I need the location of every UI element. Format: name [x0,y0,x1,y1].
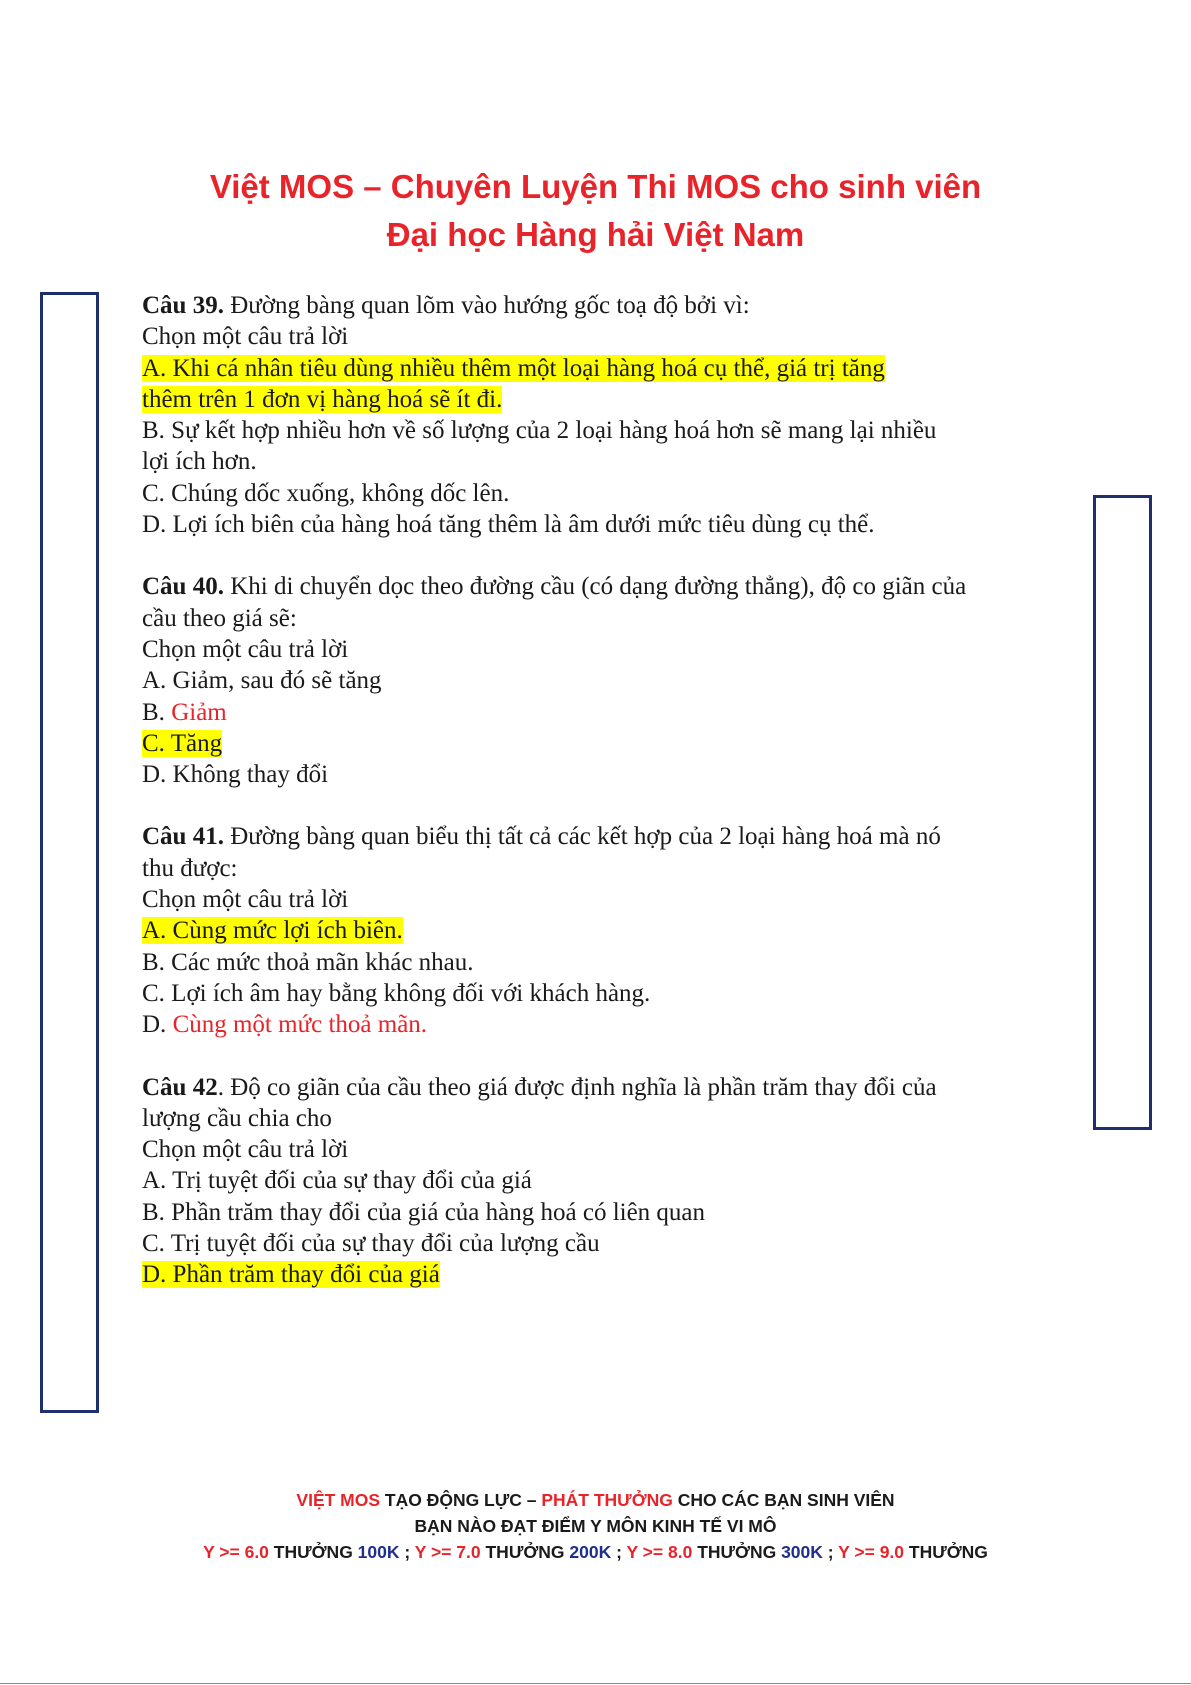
question-stem: Câu 39. Đường bàng quan lõm vào hướng gốc toạ độ bởi vì: [142,292,750,319]
option-b[interactable]: B. Sự kết hợp nhiều hơn về số lượng của 2 loại hàng hoá hơn sẽ mang lại nhiều [142,417,937,445]
answer-prompt: Chọn một câu trả lời [142,1136,349,1164]
option-a[interactable] [142,915,1062,946]
threshold: Y >= 9.0 [838,1542,905,1562]
answer-prompt: Chọn một câu trả lời [142,323,349,351]
option-d[interactable]: D. Cùng một mức thoả mãn. [142,1011,428,1039]
option-text-red: Giảm [171,698,227,726]
reward-label: PHÁT THƯỞNG [541,1490,673,1510]
question-stem: Câu 42. Độ co giãn của cầu theo giá được định nghĩa là phần trăm thay đổi của [142,1073,937,1101]
question-number: Câu 42 [142,1073,218,1101]
promo-footer [0,1487,1191,1565]
question-number: Câu 40. [142,573,224,601]
option-a-cont[interactable] [142,384,1062,415]
option-text-red: Cùng một mức thoả mãn. [172,1011,428,1039]
page-bottom-rule [0,1683,1191,1684]
option-text: A. Cùng mức lợi ích biên. [142,917,403,945]
question-40 [142,571,1062,790]
question-number: Câu 39. [142,292,224,319]
title-line-1: Việt MOS – Chuyên Luyện Thi MOS cho sinh viên [209,168,982,205]
threshold: Y >= 8.0 [626,1542,693,1562]
question-39 [142,290,1062,540]
question-stem: Câu 40. Khi di chuyển dọc theo đường cầu (có dạng đường thẳng), độ co giãn của [142,573,967,601]
questions-content [142,290,1062,1322]
footer-line-2: BẠN NÀO ĐẠT ĐIỂM Y MÔN KINH TẾ VI MÔ [414,1516,777,1536]
option-a[interactable] [142,353,1062,384]
title-line-2: Đại học Hàng hải Việt Nam [386,216,805,253]
question-stem-cont: cầu theo giá sẽ: [142,604,297,632]
option-c[interactable]: C. Lợi ích âm hay bằng không đối với khách hàng. [142,979,651,1007]
option-a[interactable]: A. Trị tuyệt đối của sự thay đổi của giá [142,1167,532,1195]
question-stem-cont: thu được: [142,854,238,882]
threshold: Y >= 7.0 [414,1542,481,1562]
answer-prompt: Chọn một câu trả lời [142,635,349,663]
option-text: C. Tăng [142,729,223,757]
right-decorative-frame [1093,495,1152,1130]
left-decorative-frame [40,292,99,1413]
option-c[interactable]: C. Trị tuyệt đối của sự thay đổi của lượng cầu [142,1230,600,1258]
question-41 [142,821,1062,1040]
option-a[interactable]: A. Giảm, sau đó sẽ tăng [142,667,382,695]
question-42 [142,1072,1062,1291]
option-d[interactable]: D. Không thay đổi [142,761,329,789]
option-d[interactable] [142,1259,1062,1290]
threshold: Y >= 6.0 [203,1542,269,1562]
amount: 100K [357,1542,400,1562]
answer-prompt: Chọn một câu trả lời [142,886,349,914]
document-title [0,163,1191,259]
option-b[interactable]: B. Giảm [142,698,227,726]
footer-line-1: VIỆT MOS TẠO ĐỘNG LỰC – PHÁT THƯỞNG CHO CÁC BẠN SINH VIÊN [296,1490,895,1510]
option-c[interactable] [142,728,1062,759]
option-text: D. Phần trăm thay đổi của giá [142,1261,440,1289]
question-stem: Câu 41. Đường bàng quan biểu thị tất cả các kết hợp của 2 loại hàng hoá mà nó [142,823,941,851]
option-d[interactable]: D. Lợi ích biên của hàng hoá tăng thêm là âm dưới mức tiêu dùng cụ thể. [142,511,875,539]
option-c[interactable]: C. Chúng dốc xuống, không dốc lên. [142,479,510,507]
amount: 300K [781,1542,823,1562]
option-text: thêm trên 1 đơn vị hàng hoá sẽ ít đi. [142,385,503,413]
option-b[interactable]: B. Phần trăm thay đổi của giá của hàng hoá có liên quan [142,1198,706,1226]
footer-line-3: Y >= 6.0 THƯỞNG 100K ; Y >= 7.0 THƯỞNG 200K ; Y >= 8.0 THƯỞNG 300K ; Y >= 9.0 THƯỞNG [203,1542,988,1562]
option-b-cont[interactable]: lợi ích hơn. [142,448,257,476]
question-number: Câu 41. [142,823,224,851]
option-text: A. Khi cá nhân tiêu dùng nhiều thêm một loại hàng hoá cụ thể, giá trị tăng [142,354,885,382]
question-stem-cont: lượng cầu chia cho [142,1104,332,1132]
option-b[interactable]: B. Các mức thoả mãn khác nhau. [142,948,474,976]
brand-name: VIỆT MOS [296,1490,381,1510]
amount: 200K [569,1542,612,1562]
